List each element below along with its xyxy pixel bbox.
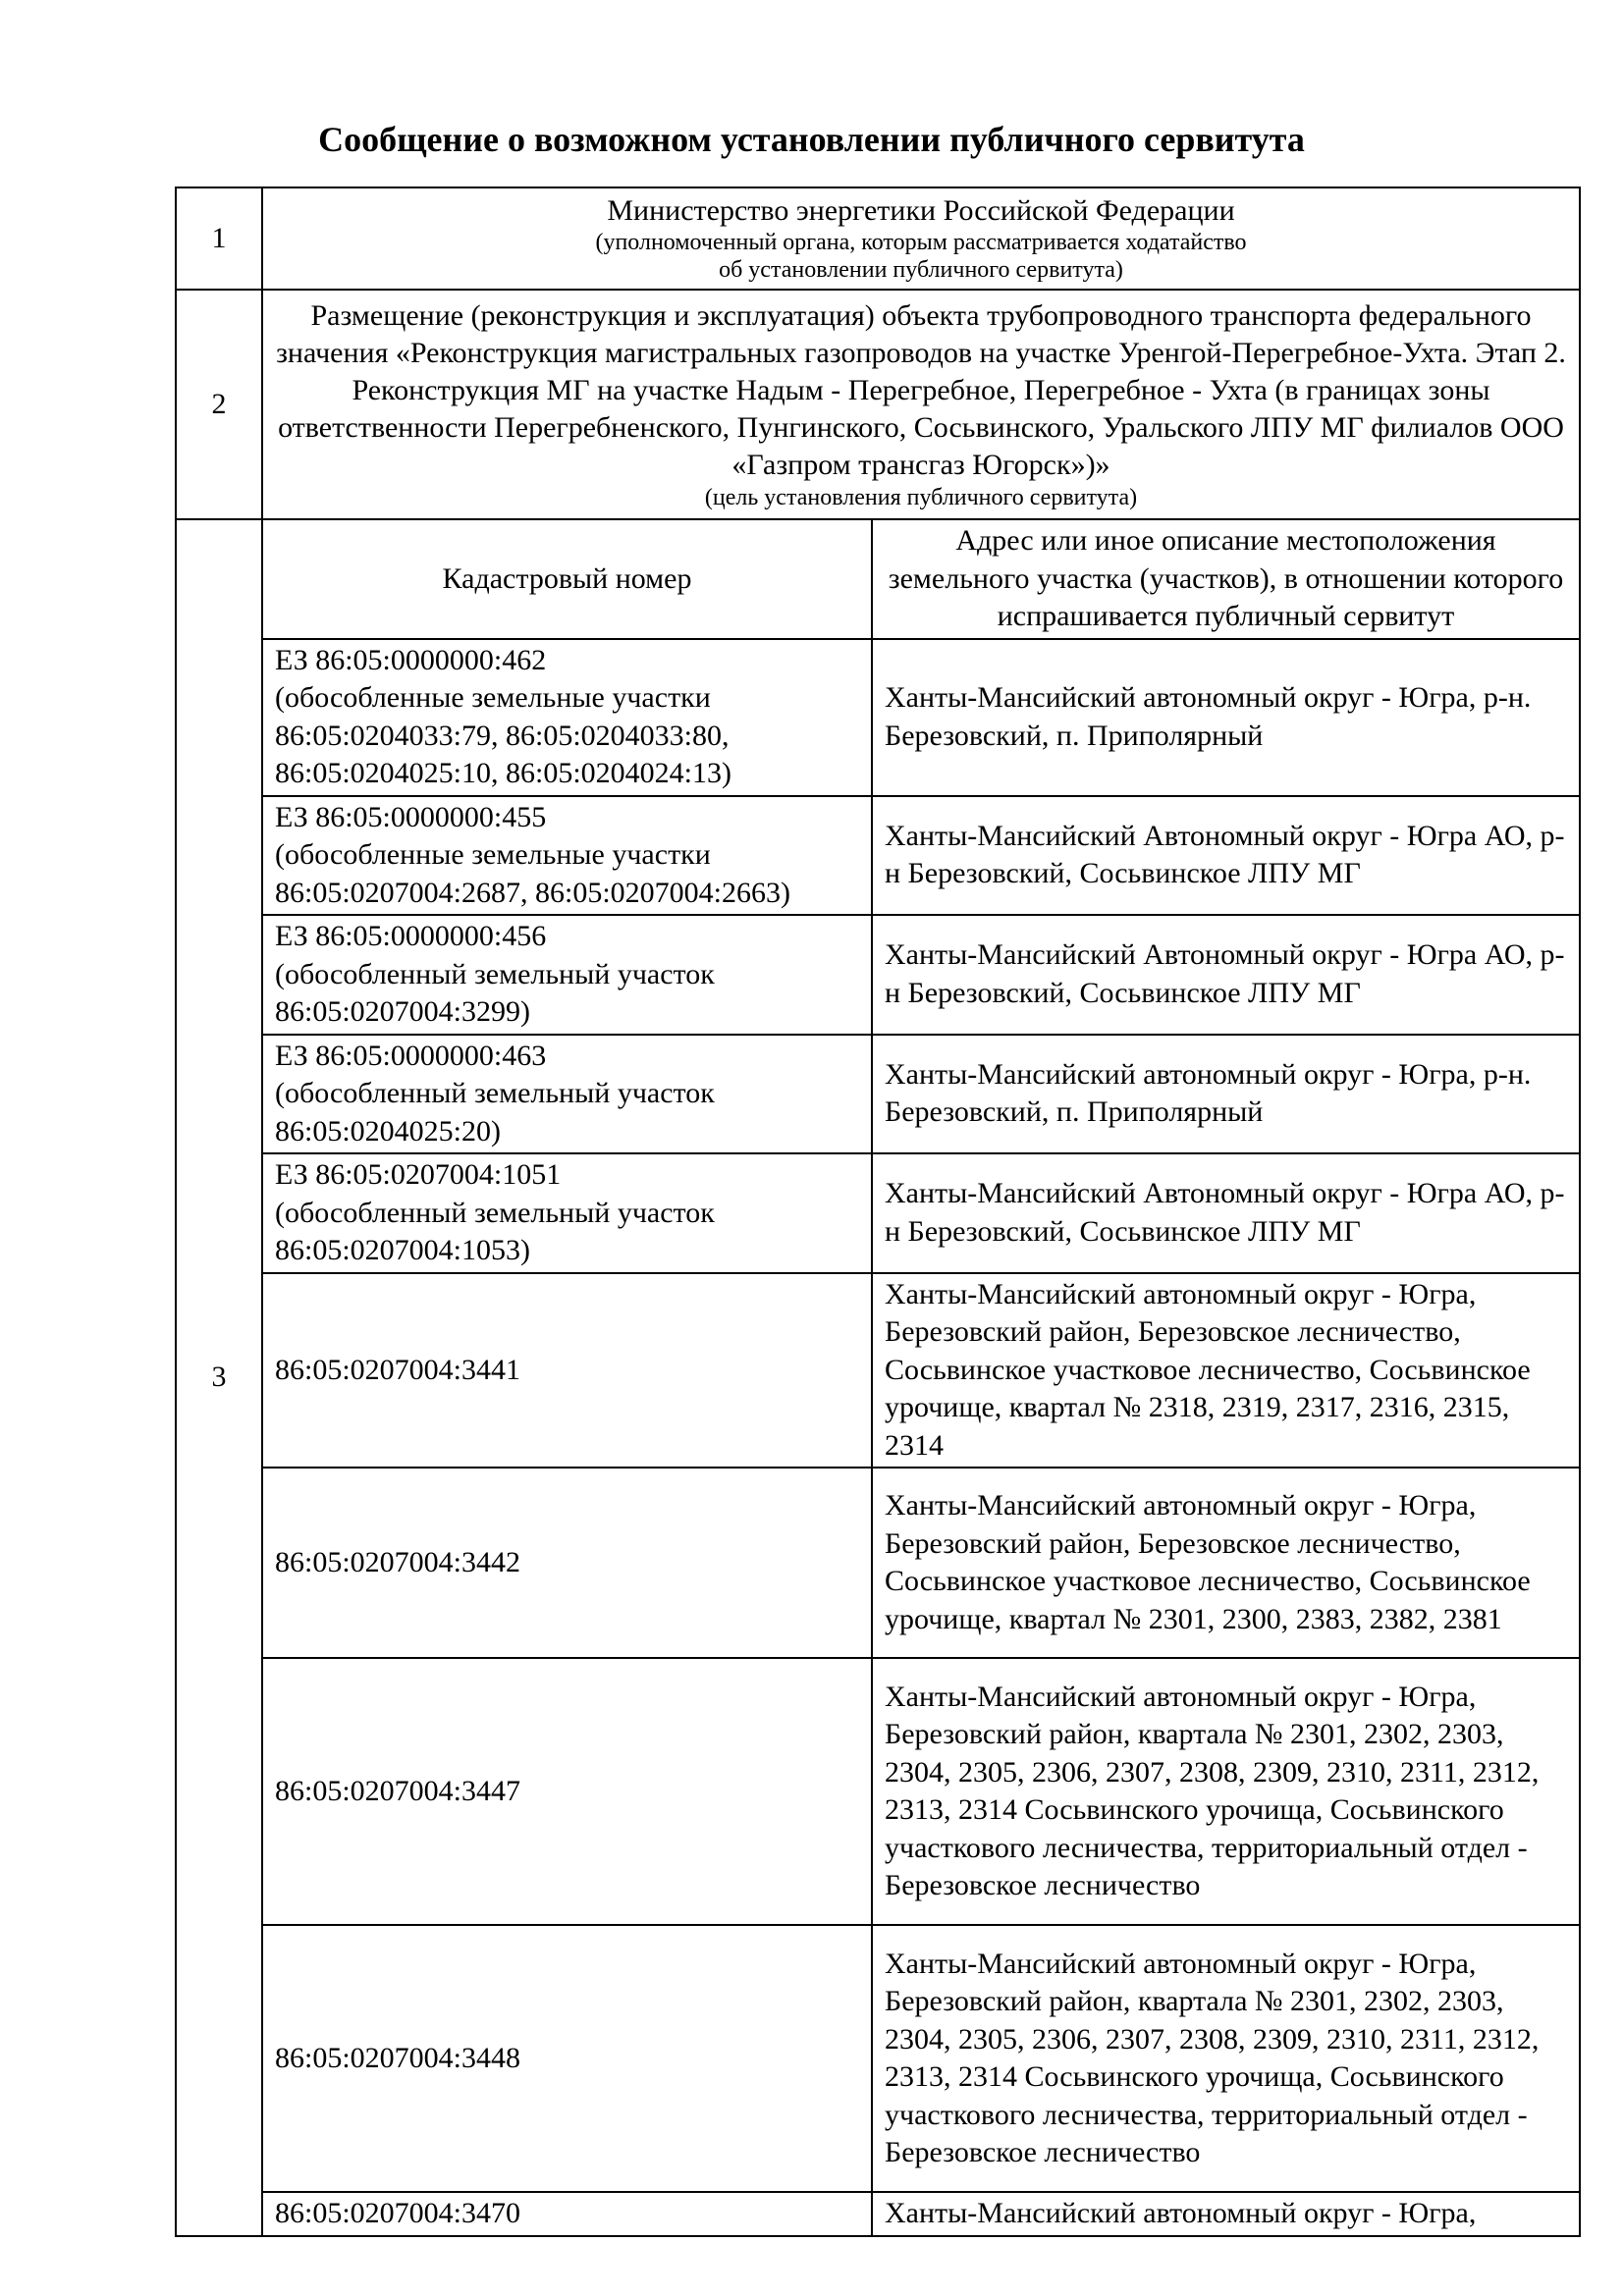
- table-row: [263, 1035, 1579, 1154]
- plots-table: [263, 520, 1579, 2235]
- authority-name: Министерство энергетики Российской Федерации: [607, 194, 1235, 227]
- table-row: [263, 1153, 1579, 1273]
- authority-note-line2: об установлении публичного сервитута): [719, 257, 1123, 283]
- cadastral-number: 86:05:0207004:3470: [263, 2192, 872, 2235]
- row-number: 1: [176, 187, 262, 290]
- purpose-text: Размещение (реконструкция и эксплуатация) объекта трубопроводного транспорта федерального значения «Реконструкция магистральных газопроводов на участке Уренгой-Перегребное-Ухта. Этап 2. Реконструкция МГ на участке Надым - Перегребное, Перегребное - Ухта (в границах зоны ответственности Перегребненского, Пунгинского, Сосьвинского, Уральского ЛПУ МГ филиалов ООО «Газпром трансгаз Югорск»)»: [276, 299, 1566, 481]
- table-row: [263, 1658, 1579, 1925]
- servitude-table: [175, 187, 1581, 2237]
- table-row: [263, 796, 1579, 916]
- row-number: 2: [176, 290, 262, 519]
- plots-cell: [262, 519, 1580, 2236]
- row-number: 3: [176, 519, 262, 2236]
- column-header-address: Адрес или иное описание местоположения земельного участка (участков), в отношении которого испрашивается публичный сервитут: [872, 520, 1579, 639]
- cadastral-number: ЕЗ 86:05:0000000:455 (обособленные земельные участки 86:05:0207004:2687, 86:05:0207004:2663): [263, 796, 872, 916]
- cadastral-number: ЕЗ 86:05:0000000:463 (обособленный земельный участок 86:05:0204025:20): [263, 1035, 872, 1154]
- table-row: [263, 1925, 1579, 2192]
- column-header-cadastral: Кадастровый номер: [263, 520, 872, 639]
- cadastral-number: ЕЗ 86:05:0000000:456 (обособленный земельный участок 86:05:0207004:3299): [263, 915, 872, 1035]
- table-row: [263, 915, 1579, 1035]
- authority-note-line1: (уполномоченный органа, которым рассматривается ходатайство: [595, 230, 1247, 255]
- cadastral-number: ЕЗ 86:05:0000000:462 (обособленные земельные участки 86:05:0204033:79, 86:05:0204033:80, 86:05:0204025:10, 86:05:0204024:13): [263, 639, 872, 796]
- cadastral-number: 86:05:0207004:3441: [263, 1273, 872, 1468]
- plot-address: Ханты-Мансийский автономный округ - Югра, Березовский район, Березовское лесничество, Сосьвинское участковое лесничество, Сосьвинское урочище, квартал № 2318, 2319, 2317, 2316, 2315, 2314: [872, 1273, 1579, 1468]
- table-row: [263, 1468, 1579, 1658]
- plot-address: Ханты-Мансийский Автономный округ - Югра АО, р-н Березовский, Сосьвинское ЛПУ МГ: [872, 796, 1579, 916]
- page-title: Сообщение о возможном установлении публичного сервитута: [318, 120, 1305, 159]
- table-row: [263, 1273, 1579, 1468]
- cadastral-number: 86:05:0207004:3442: [263, 1468, 872, 1658]
- plot-address: Ханты-Мансийский автономный округ - Югра, Березовский район, Березовское лесничество, Сосьвинское участковое лесничество, Сосьвинское урочище, квартал № 2301, 2300, 2383, 2382, 2381: [872, 1468, 1579, 1658]
- row-plots: [176, 519, 1580, 2236]
- cadastral-number: ЕЗ 86:05:0207004:1051 (обособленный земельный участок 86:05:0207004:1053): [263, 1153, 872, 1273]
- row-purpose: [176, 290, 1580, 519]
- authority-cell: [262, 187, 1580, 290]
- plot-address: Ханты-Мансийский автономный округ - Югра, Березовский район, квартала № 2301, 2302, 2303, 2304, 2305, 2306, 2307, 2308, 2309, 2310, 2311, 2312, 2313, 2314 Сосьвинского урочища, Сосьвинского участкового лесничества, территориальный отдел - Березовское лесничество: [872, 1658, 1579, 1925]
- plot-address: Ханты-Мансийский автономный округ - Югра,: [872, 2192, 1579, 2235]
- plot-address: Ханты-Мансийский автономный округ - Югра, р-н. Березовский, п. Приполярный: [872, 639, 1579, 796]
- plots-header-row: [263, 520, 1579, 639]
- purpose-note: (цель установления публичного сервитута): [704, 485, 1138, 510]
- plot-address: Ханты-Мансийский Автономный округ - Югра АО, р-н Березовский, Сосьвинское ЛПУ МГ: [872, 1153, 1579, 1273]
- plot-address: Ханты-Мансийский автономный округ - Югра, р-н. Березовский, п. Приполярный: [872, 1035, 1579, 1154]
- purpose-cell: [262, 290, 1580, 519]
- cadastral-number: 86:05:0207004:3448: [263, 1925, 872, 2192]
- cadastral-number: 86:05:0207004:3447: [263, 1658, 872, 1925]
- plot-address: Ханты-Мансийский автономный округ - Югра, Березовский район, квартала № 2301, 2302, 2303, 2304, 2305, 2306, 2307, 2308, 2309, 2310, 2311, 2312, 2313, 2314 Сосьвинского урочища, Сосьвинского участкового лесничества, территориальный отдел - Березовское лесничество: [872, 1925, 1579, 2192]
- table-row: [263, 639, 1579, 796]
- row-authority: [176, 187, 1580, 290]
- plot-address: Ханты-Мансийский Автономный округ - Югра АО, р-н Березовский, Сосьвинское ЛПУ МГ: [872, 915, 1579, 1035]
- table-row: [263, 2192, 1579, 2235]
